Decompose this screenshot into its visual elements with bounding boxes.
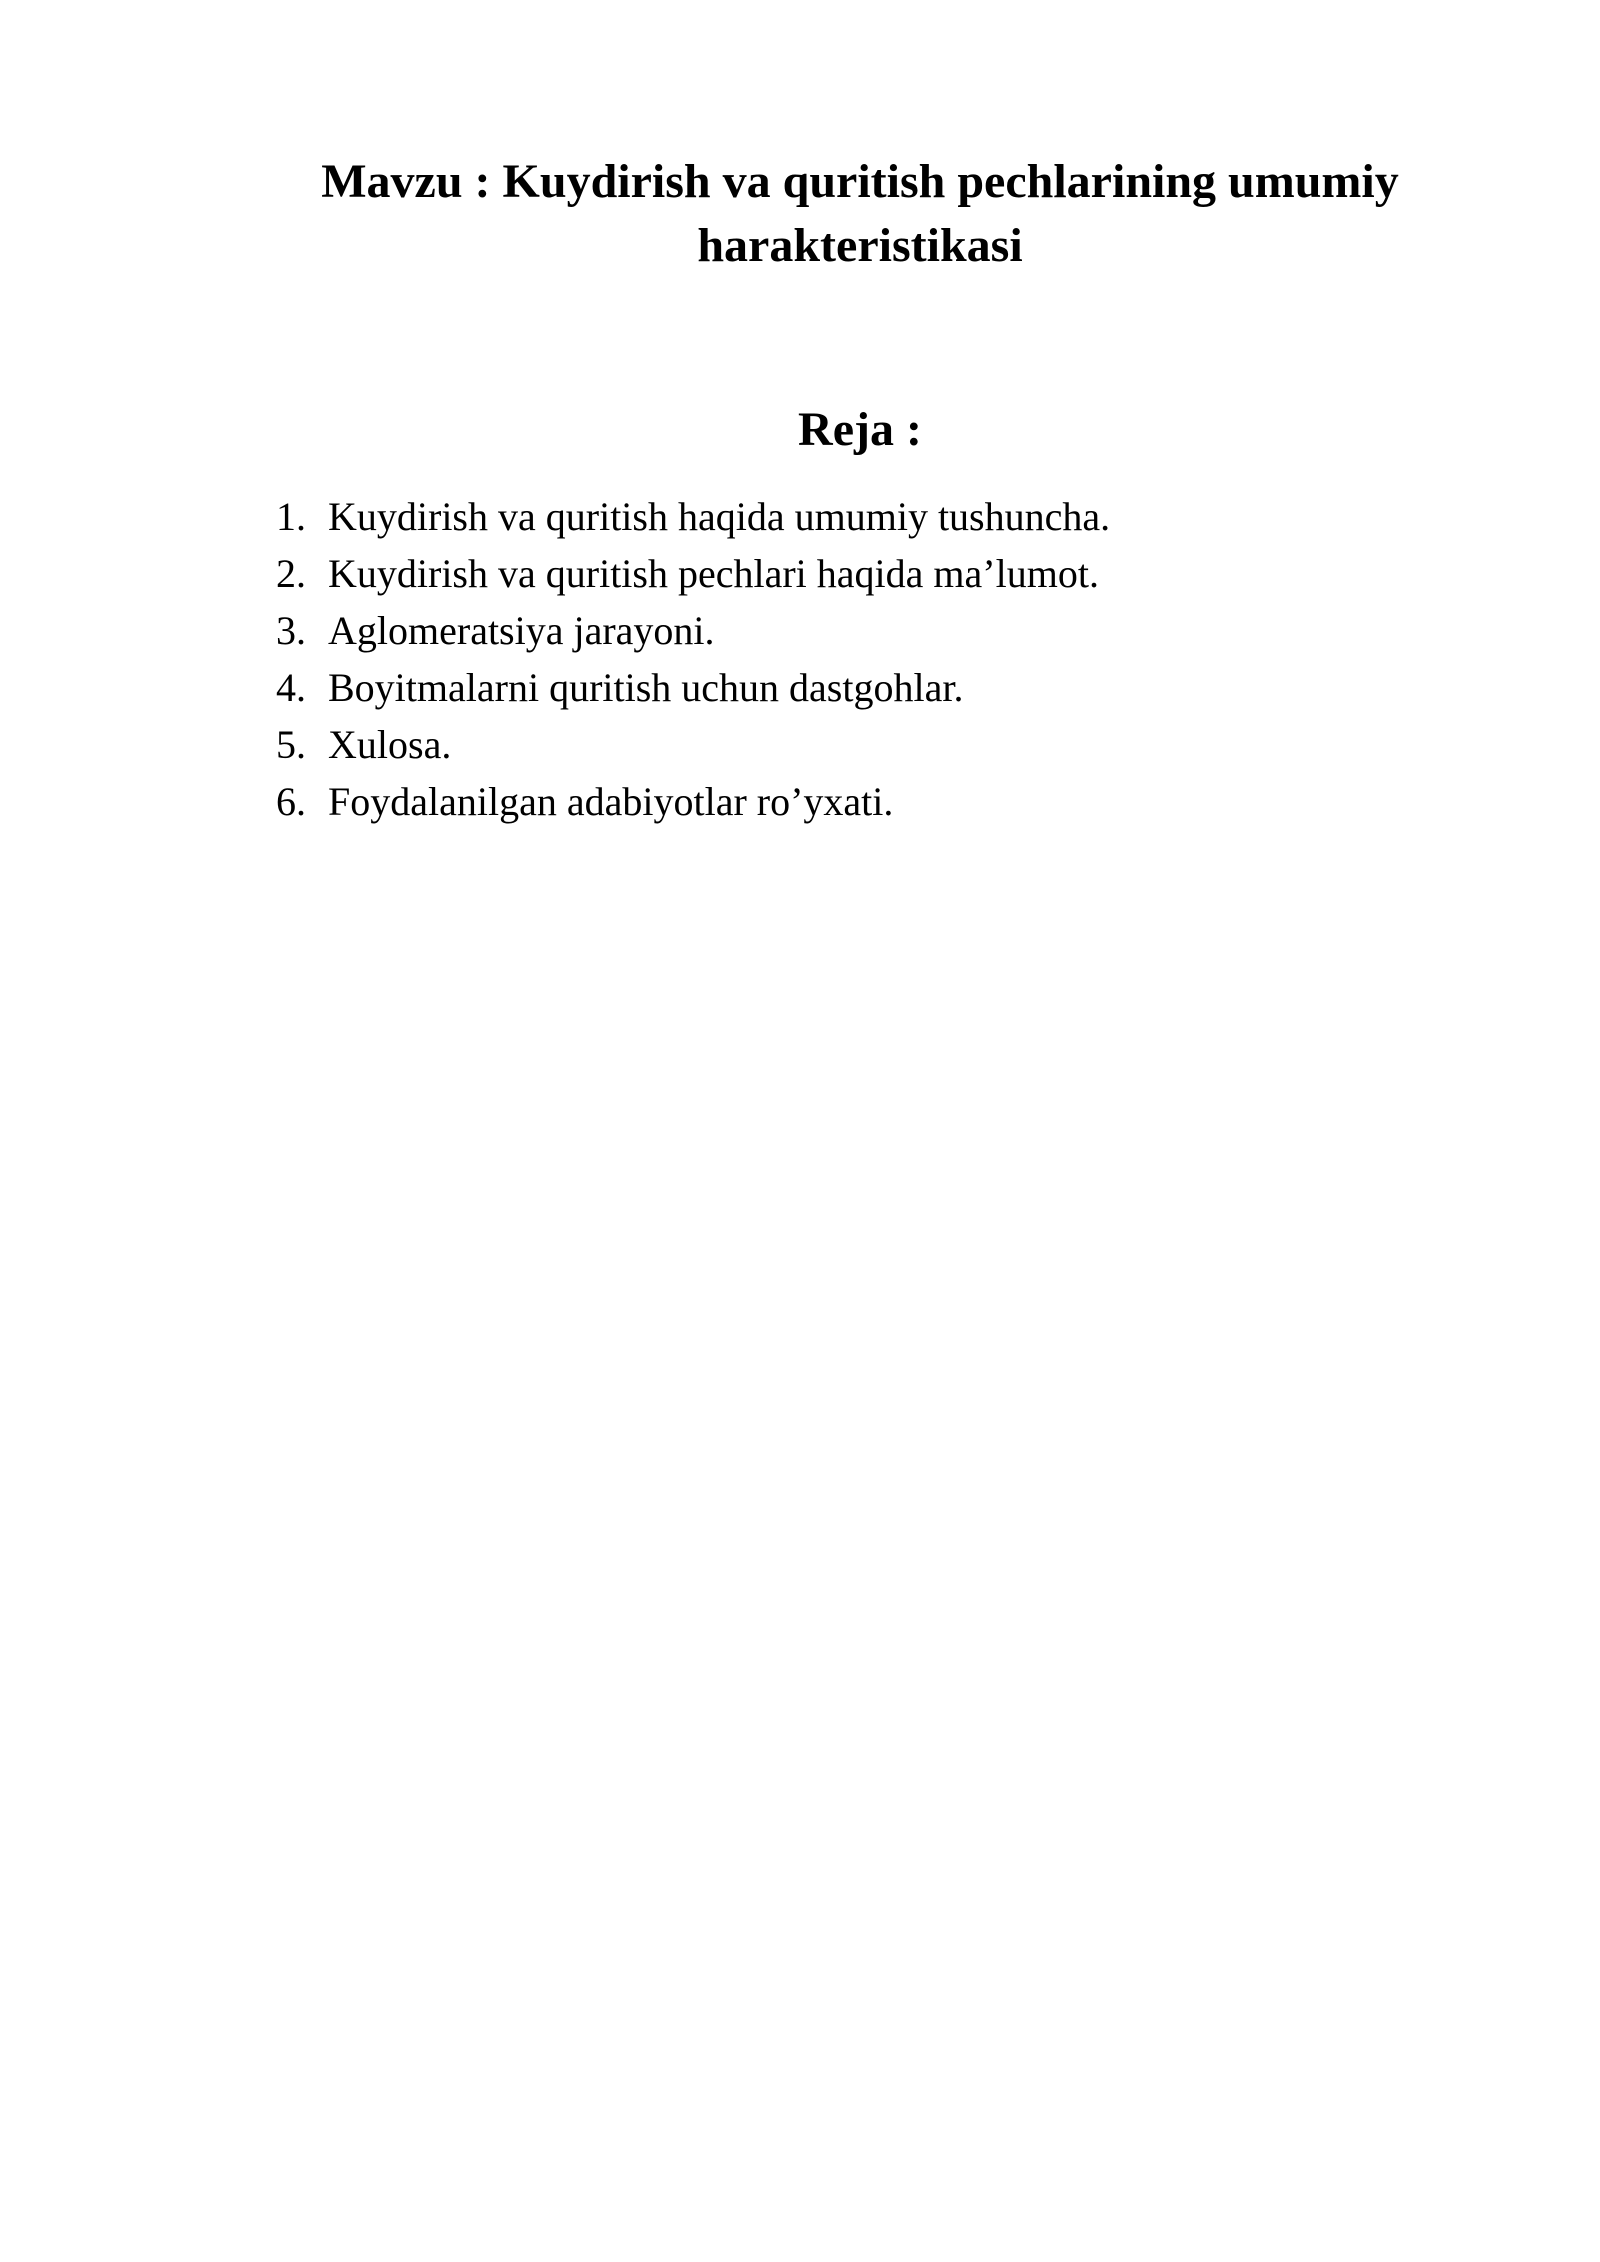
plan-item-number: 2. [276, 551, 306, 596]
plan-item [276, 602, 1110, 659]
plan-item [276, 716, 1110, 773]
plan-item-text: Aglomeratsiya jarayoni. [328, 608, 715, 653]
plan-item-text: Kuydirish va quritish haqida umumiy tushuncha. [328, 494, 1111, 539]
plan-item [276, 659, 1110, 716]
plan-item-text: Xulosa. [328, 722, 452, 767]
plan-item [276, 545, 1110, 602]
plan-item-text: Foydalanilgan adabiyotlar ro’yxati. [328, 779, 894, 824]
plan-item [276, 773, 1110, 830]
plan-item-number: 1. [276, 494, 306, 539]
plan-item-number: 4. [276, 665, 306, 710]
title-line-1: Mavzu : Kuydirish va quritish pechlarining umumiy [321, 155, 1399, 208]
document-title [280, 150, 1440, 278]
plan-item [276, 488, 1110, 545]
plan-item-text: Boyitmalarni quritish uchun dastgohlar. [328, 665, 964, 710]
plan-item-text: Kuydirish va quritish pechlari haqida ma’lumot. [328, 551, 1099, 596]
plan-heading: Reja : [798, 403, 922, 456]
plan-item-number: 6. [276, 779, 306, 824]
plan-list [276, 488, 1110, 830]
plan-item-number: 5. [276, 722, 306, 767]
plan-item-number: 3. [276, 608, 306, 653]
title-line-2: harakteristikasi [697, 219, 1023, 272]
